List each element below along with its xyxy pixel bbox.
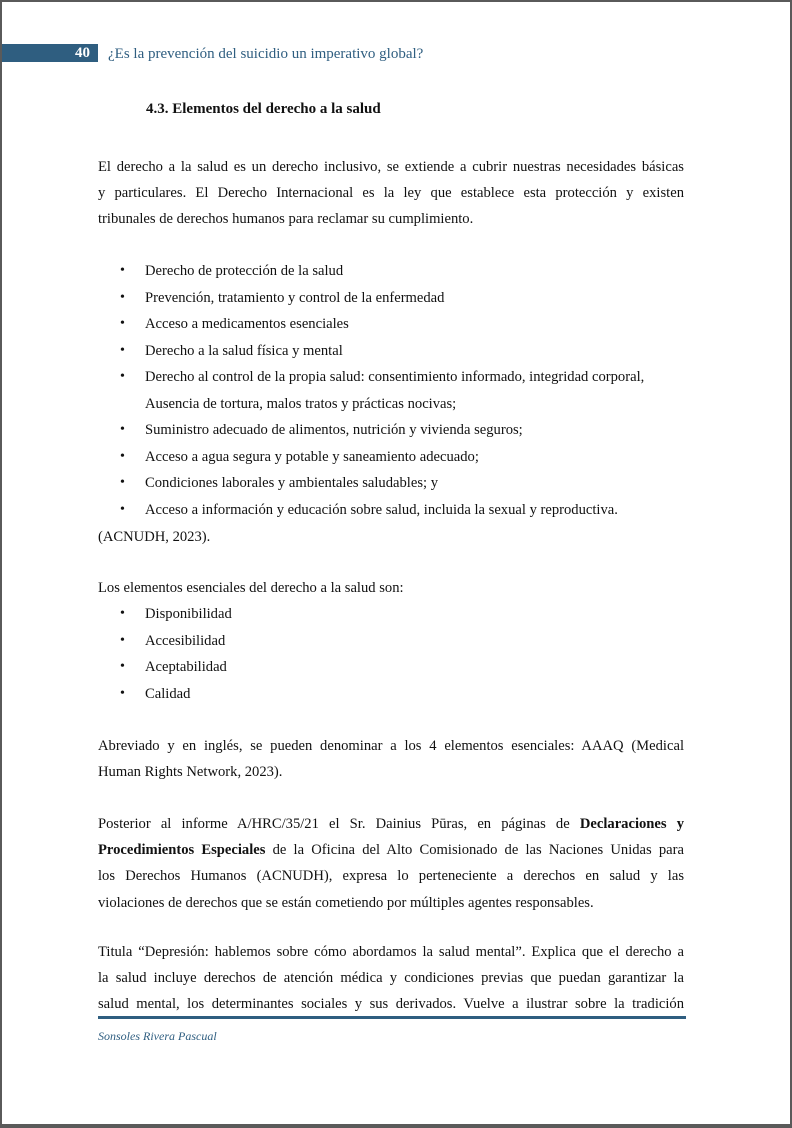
list-item-text: Derecho a la salud física y mental (145, 342, 343, 359)
list-item (98, 470, 688, 497)
document-page (2, 2, 790, 1124)
list-item-text: Acceso a información y educación sobre salud, incluida la sexual y reproductiva. (145, 501, 618, 518)
bullet-icon: • (120, 342, 125, 358)
bullet-icon: • (120, 685, 125, 701)
aaaq-line: Abreviado y en inglés, se pueden denominar a los 4 elementos esenciales: AAAQ (Medical (98, 738, 684, 754)
list-item-text: Acceso a agua segura y potable y saneamiento adecuado; (145, 448, 479, 465)
report-paragraph (98, 811, 684, 916)
bullet-icon: • (120, 289, 125, 305)
list-item (98, 417, 688, 444)
list-item (98, 258, 688, 285)
rights-citation: (ACNUDH, 2023). (98, 529, 211, 545)
report-text: de la Oficina del Alto Comisionado de las Naciones Unidas para (272, 842, 684, 859)
bullet-icon: • (120, 422, 125, 437)
list-item-text: Calidad (145, 685, 191, 702)
list-item (98, 601, 688, 628)
report-line: los Derechos Humanos (ACNUDH), expresa lo perteneciente a derechos en salud y las (98, 868, 684, 885)
list-item (98, 311, 688, 338)
bullet-icon: • (120, 475, 125, 490)
list-item-text: Derecho de protección de la salud (145, 263, 344, 279)
bullet-icon: • (120, 316, 125, 331)
intro-line: tribunales de derechos humanos para reclamar su cumplimiento. (98, 211, 474, 228)
bullet-icon: • (120, 632, 125, 648)
depression-line: la salud incluye derechos de atención médica y condiciones previas que puedan garantizar la (98, 970, 684, 987)
depression-line: salud mental, los determinantes sociales y sus derivados. Vuelve a ilustrar sobre la tradición (98, 996, 684, 1013)
list-item-text: Disponibilidad (145, 606, 232, 622)
report-text-bold: Declaraciones y (579, 816, 684, 832)
bullet-icon: • (120, 501, 125, 517)
bullet-icon: • (120, 606, 125, 621)
intro-line: y particulares. El Derecho Internacional es la ley que establece esta protección y existen (98, 185, 684, 202)
list-item (98, 338, 688, 365)
page-number: 40 (75, 45, 90, 61)
list-item-text: Suministro adecuado de alimentos, nutrición y vivienda seguros; (145, 422, 523, 438)
rights-list (98, 258, 688, 523)
list-item (98, 628, 688, 655)
aaaq-paragraph (98, 733, 684, 785)
intro-paragraph (98, 154, 684, 233)
list-item-text: Prevención, tratamiento y control de la enfermedad (145, 289, 445, 306)
aaaq-line: Human Rights Network, 2023). (98, 764, 283, 781)
list-item-text: Accesibilidad (145, 632, 226, 649)
footer-author: Sonsoles Rivera Pascual (98, 1029, 217, 1043)
list-item-text: Acceso a medicamentos esenciales (145, 316, 349, 332)
section-title: 4.3. Elementos del derecho a la salud (146, 101, 381, 117)
bullet-icon: • (120, 369, 125, 384)
running-title: ¿Es la prevención del suicidio un imperativo global? (108, 46, 424, 62)
list-item-text: Condiciones laborales y ambientales saludables; y (145, 475, 439, 491)
footer-rule (98, 1016, 686, 1019)
list-item (98, 681, 688, 708)
list-item (98, 654, 688, 681)
list-item (98, 444, 688, 471)
list-item (98, 364, 688, 391)
essentials-intro: Los elementos esenciales del derecho a la salud son: (98, 580, 404, 596)
list-item (98, 497, 688, 524)
report-line (98, 811, 684, 837)
report-text: Posterior al informe A/HRC/35/21 el Sr. Dainius Pūras, en páginas de (98, 816, 570, 832)
list-item-text: Ausencia de tortura, malos tratos y prácticas nocivas; (145, 395, 457, 412)
bullet-icon: • (120, 659, 125, 674)
depression-line: Titula “Depresión: hablemos sobre cómo abordamos la salud mental”. Explica que el derecho a (98, 944, 684, 960)
depression-paragraph (98, 939, 684, 1018)
list-item (98, 285, 688, 312)
intro-line: El derecho a la salud es un derecho inclusivo, se extiende a cubrir nuestras necesidades básicas (98, 159, 684, 175)
bullet-icon: • (120, 263, 125, 278)
list-item-continuation (98, 391, 688, 418)
report-text-bold: Procedimientos Especiales (98, 842, 266, 859)
essentials-list (98, 601, 688, 707)
list-item-text: Aceptabilidad (145, 659, 227, 675)
list-item-text: Derecho al control de la propia salud: consentimiento informado, integridad corporal, (145, 369, 645, 385)
report-line (98, 837, 684, 863)
bullet-icon: • (120, 448, 125, 464)
report-line: violaciones de derechos que se están cometiendo por múltiples agentes responsables. (98, 894, 594, 911)
